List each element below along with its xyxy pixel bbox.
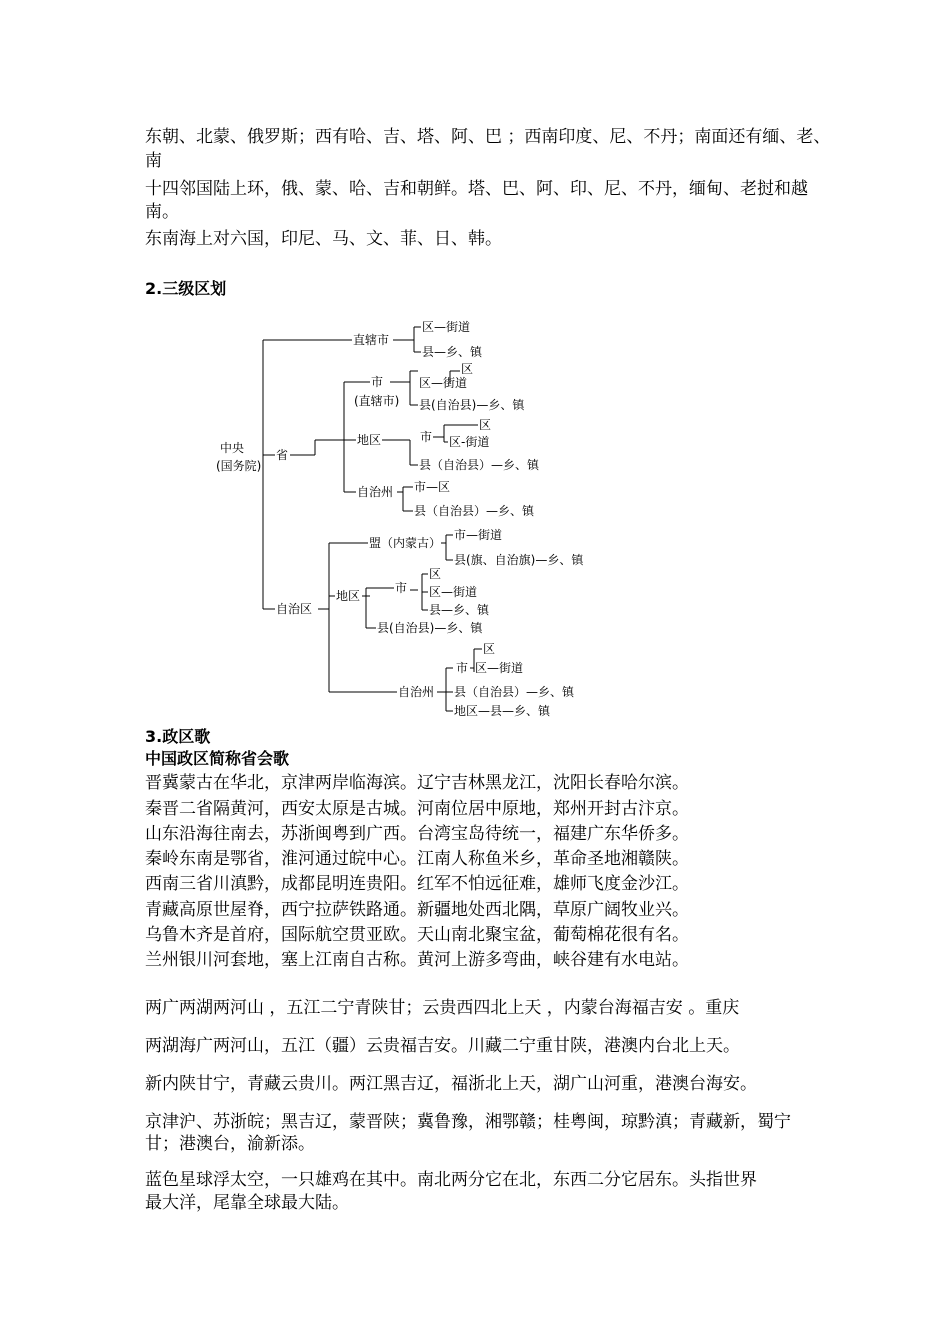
tree-zhixiashi: 直辖市 xyxy=(353,333,390,347)
tree-q-xian: 县—乡、镇 xyxy=(429,603,490,617)
tree-meng-xian: 县(旗、自治旗)—乡、镇 xyxy=(454,553,584,567)
neighbors-line-1-cont: 南 xyxy=(145,151,162,171)
song-line: 西南三省川滇黔，成都昆明连贵阳。红军不怕远征难，雄师飞度金沙江。 xyxy=(145,874,689,894)
tree-diqu: 地区 xyxy=(357,433,382,447)
tree-shi-qu-jiedao: 区—街道 xyxy=(419,376,468,390)
song-line: 兰州银川河套地，塞上江南自古称。黄河上游多弯曲，峡谷建有水电站。 xyxy=(145,950,689,970)
tree-shi-sub: (直辖市) xyxy=(354,394,400,408)
tree-qz-shi: 市 xyxy=(456,661,469,675)
tree-shi-qu: 区 xyxy=(461,362,474,376)
tree-q-zizhizhou: 自治州 xyxy=(398,685,435,699)
rhyme-2: 两湖海广两河山，五江（疆）云贵福吉安。川藏二宁重甘陕，港澳内台北上天。 xyxy=(145,1036,740,1056)
tree-zz-xian: 县（自治县）—乡、镇 xyxy=(414,504,535,518)
song-line: 秦岭东南是鄂省，淮河通过皖中心。江南人称鱼米乡，革命圣地湘赣陕。 xyxy=(145,849,689,869)
song-line: 山东沿海往南去，苏浙闽粤到广西。台湾宝岛待统一，福建广东华侨多。 xyxy=(145,824,689,844)
tree-q-diqu: 地区 xyxy=(336,589,361,603)
tree-meng-shi: 市—街道 xyxy=(454,528,503,542)
tree-zz-shi-qu: 市—区 xyxy=(414,480,451,494)
tree-meng: 盟（内蒙古） xyxy=(369,536,442,550)
song-line: 秦晋二省隔黄河，西安太原是古城。河南位居中原地，郑州开封古汴京。 xyxy=(145,799,689,819)
tree-shi: 市 xyxy=(371,375,384,389)
rhyme-5-cont: 最大洋，尾靠全球最大陆。 xyxy=(145,1193,349,1213)
tree-zizhizhou: 自治州 xyxy=(357,485,394,499)
tree-zx-qu: 区—街道 xyxy=(422,320,471,334)
tree-qz-qu-jiedao: 区—街道 xyxy=(475,661,524,675)
tree-dq-xian: 县（自治县）—乡、镇 xyxy=(419,458,540,472)
rhyme-3: 新内陕甘宁，青藏云贵川。两江黑吉辽，福浙北上天，湖广山河重，港澳台海安。 xyxy=(145,1074,757,1094)
rhyme-4: 京津沪、苏浙皖；黑吉辽，蒙晋陕；冀鲁豫，湘鄂赣；桂粤闽，琼黔滇；青藏新，蜀宁 xyxy=(145,1112,791,1132)
neighbors-line-1: 东朝、北蒙、俄罗斯；西有哈、吉、塔、阿、巴 ；西南印度、尼、不丹；南面还有缅、老、 xyxy=(145,127,831,147)
neighbors-line-2-cont: 南。 xyxy=(145,202,179,222)
rhyme-5: 蓝色星球浮太空，一只雄鸡在其中。南北两分它在北，东西二分它居东。头指世界 xyxy=(145,1170,757,1190)
section-2-title: 2.三级区划 xyxy=(145,279,227,298)
tree-qz-diqu: 地区—县—乡、镇 xyxy=(454,704,551,718)
section-3-title: 3.政区歌 xyxy=(145,727,211,746)
song-line: 乌鲁木齐是首府，国际航空贯亚欧。天山南北聚宝盆，葡萄棉花很有名。 xyxy=(145,925,689,945)
tree-dq-qu: 区 xyxy=(479,418,492,432)
tree-dq-qu-jiedao: 区-街道 xyxy=(449,435,490,449)
tree-shi-xian: 县(自治县)—乡、镇 xyxy=(419,398,525,412)
neighbors-line-3: 东南海上对六国，印尼、马、文、菲、日、韩。 xyxy=(145,229,502,249)
tree-zx-xian: 县—乡、镇 xyxy=(422,345,483,359)
tree-zizhiqu: 自治区 xyxy=(276,602,313,616)
rhyme-1: 两广两湖两河山 ，五江二宁青陕甘；云贵西四北上天 ，内蒙台海福吉安 。重庆 xyxy=(145,998,740,1018)
section-3-subtitle: 中国政区简称省会歌 xyxy=(145,749,290,768)
tree-qz-qu: 区 xyxy=(483,642,496,656)
rhyme-4-cont: 甘；港澳台，渝新添。 xyxy=(145,1134,315,1154)
song-line: 晋冀蒙古在华北，京津两岸临海滨。辽宁吉林黑龙江，沈阳长春哈尔滨。 xyxy=(145,773,689,793)
song-line: 青藏高原世屋脊，西宁拉萨铁路通。新疆地处西北隅，草原广阔牧业兴。 xyxy=(145,900,689,920)
tree-q-qu-jiedao: 区—街道 xyxy=(429,585,478,599)
tree-q-shi: 市 xyxy=(395,581,408,595)
tree-dq-shi: 市 xyxy=(420,430,433,444)
tree-q-qu: 区 xyxy=(429,567,442,581)
tree-q-xian-zizhi: 县(自治县)—乡、镇 xyxy=(377,621,483,635)
tree-qz-xian: 县（自治县）—乡、镇 xyxy=(454,685,575,699)
tree-root-label: 中央 xyxy=(220,441,245,455)
tree-root-sublabel: (国务院) xyxy=(216,459,262,473)
neighbors-line-2: 十四邻国陆上环，俄、蒙、哈、吉和朝鲜。塔、巴、阿、印、尼、不丹，缅甸、老挝和越 xyxy=(145,179,808,199)
tree-sheng: 省 xyxy=(276,448,289,462)
